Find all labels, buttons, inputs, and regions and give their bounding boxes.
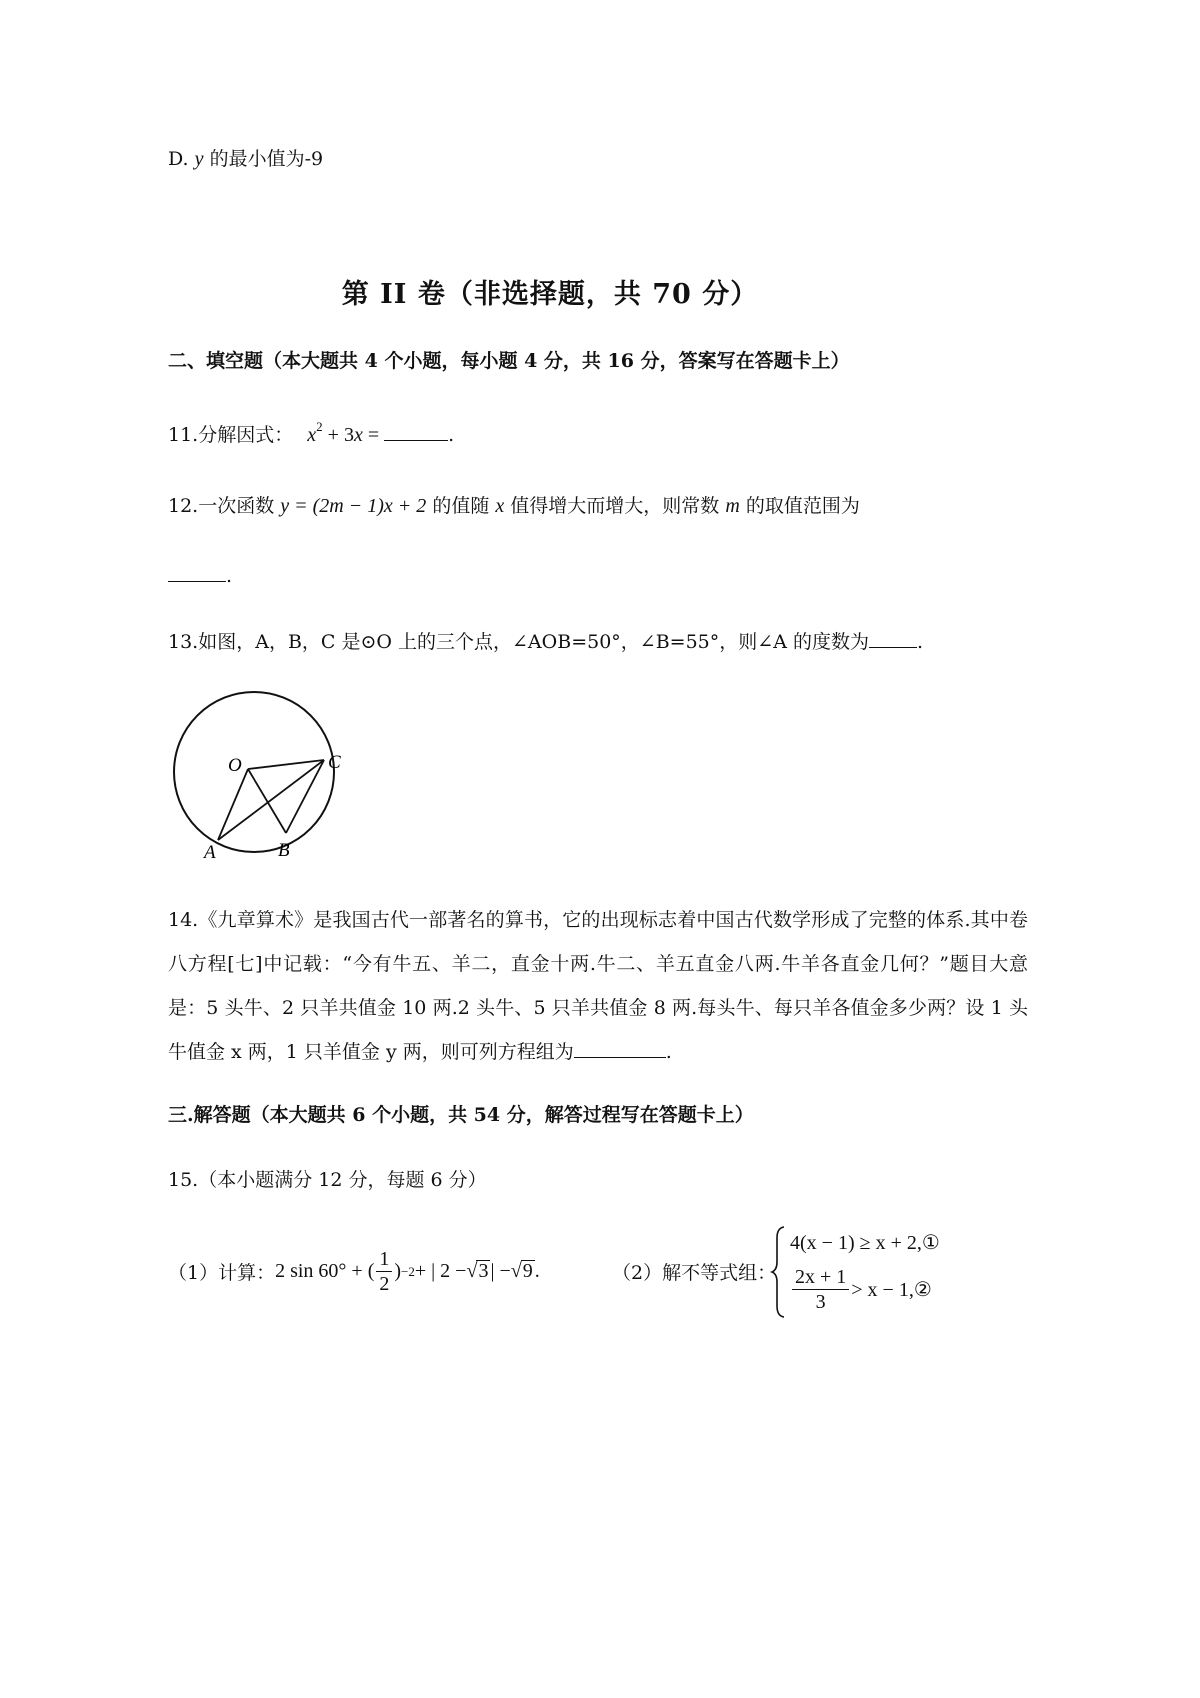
- q11-text: 分解因式：: [198, 424, 294, 446]
- question-11: [168, 419, 454, 447]
- q12-text: 的值随: [426, 495, 496, 517]
- answer-blank: [384, 422, 448, 441]
- label-o: O: [228, 755, 242, 776]
- q12-num: 12.: [168, 495, 199, 517]
- q15-part-2-label: （2）解不等式组：: [612, 1262, 777, 1284]
- q12-var-m: m: [725, 495, 740, 517]
- exponent: −2: [401, 1263, 415, 1279]
- answer-blank: [869, 629, 917, 648]
- q11-term: + 3: [322, 424, 354, 446]
- q15-part1-expr: ): [394, 1260, 402, 1282]
- fraction-denominator: 3: [815, 1291, 826, 1313]
- q15-header: 15.（本小题满分 12 分，每题 6 分）: [168, 1169, 487, 1191]
- option-text: 的最小值为-9: [209, 148, 324, 170]
- q11-num: 11.: [168, 424, 199, 446]
- option-var: y: [194, 148, 204, 170]
- q15-part1-expr: 2 sin 60° + (: [275, 1260, 375, 1282]
- circle-o: [174, 692, 334, 852]
- question-13: [168, 627, 923, 654]
- sqrt-3: √3: [466, 1260, 489, 1282]
- q13-text: 13.如图，A，B，C 是⊙O 上的三个点，∠AOB=50°，∠B=55°，则∠A 的度数为: [168, 631, 869, 653]
- sqrt-9: √9: [510, 1260, 533, 1282]
- fraction-numerator: 1: [376, 1248, 392, 1272]
- question-14: [168, 898, 1028, 1074]
- q11-var2: x: [353, 424, 363, 446]
- inequality-2-rest: > x − 1,②: [851, 1279, 932, 1301]
- q15-part1-expr: | −: [490, 1260, 511, 1282]
- option-label: D.: [168, 148, 189, 170]
- part-title: 第 II 卷（非选择题，共 70 分）: [341, 279, 759, 310]
- circle-figure: [166, 686, 352, 862]
- q12-text: 一次函数: [198, 495, 281, 517]
- q13-end: .: [916, 631, 923, 653]
- left-brace-icon: [770, 1224, 788, 1320]
- q15-part-1: [168, 1248, 540, 1295]
- q11-var: x: [307, 424, 317, 446]
- q12-text: 的取值范围为: [739, 495, 860, 517]
- q11-expression: [307, 419, 385, 446]
- inequality-2: [790, 1266, 932, 1313]
- fraction-one-half: [376, 1248, 392, 1295]
- label-b: B: [278, 840, 290, 861]
- inequality-1: 4(x − 1) ≥ x + 2,①: [790, 1232, 940, 1254]
- fraction-inequality: [792, 1266, 849, 1313]
- q12-text: 值得增大而增大，则常数: [504, 495, 726, 517]
- q15-part1-expr: + | 2 −: [414, 1260, 467, 1282]
- label-a: A: [204, 842, 216, 862]
- q12-var-x: x: [495, 495, 505, 517]
- q11-end: .: [448, 424, 455, 446]
- q14-end: .: [665, 1041, 672, 1063]
- fraction-denominator: 2: [379, 1273, 390, 1295]
- sqrt-radicand: 9: [522, 1260, 533, 1282]
- q12-answer-line: [168, 563, 232, 587]
- fraction-numerator: 2x + 1: [792, 1266, 849, 1290]
- section-2-title: 二、填空题（本大题共 4 个小题，每小题 4 分，共 16 分，答案写在答题卡上）: [168, 350, 850, 372]
- section-3-title: 三.解答题（本大题共 6 个小题，共 54 分，解答过程写在答题卡上）: [168, 1104, 754, 1126]
- q11-equals: =: [362, 424, 385, 446]
- answer-blank: [168, 563, 226, 582]
- label-c: C: [328, 752, 341, 773]
- segment-ob: [248, 769, 286, 833]
- q15-part1-end: .: [534, 1260, 540, 1282]
- q12-expression: y = (2m − 1)x + 2: [280, 495, 427, 517]
- answer-blank: [574, 1039, 666, 1058]
- sqrt-radicand: 3: [478, 1260, 489, 1282]
- option-d: [168, 144, 323, 171]
- segment-bc: [286, 760, 324, 833]
- q15-part1-label: （1）计算：: [168, 1262, 276, 1284]
- question-12: [168, 491, 860, 518]
- q11-exponent: 2: [316, 419, 323, 434]
- q12-end: .: [226, 565, 233, 587]
- q14-text: 14.《九章算术》是我国古代一部著名的算书，它的出现标志着中国古代数学形成了完整的体系.其中卷八方程[七]中记载：“今有牛五、羊二，直金十两.牛二、羊五直金八两.牛羊各直金几何？”题目大意是：5 头牛、2 只羊共值金 10 两.2 头牛、5 只羊共值金 8 两.每头牛、每只羊各值金多少两？设 1 头牛值金 x 两，1 只羊值金 y 两，则可列方程组为: [168, 909, 1028, 1063]
